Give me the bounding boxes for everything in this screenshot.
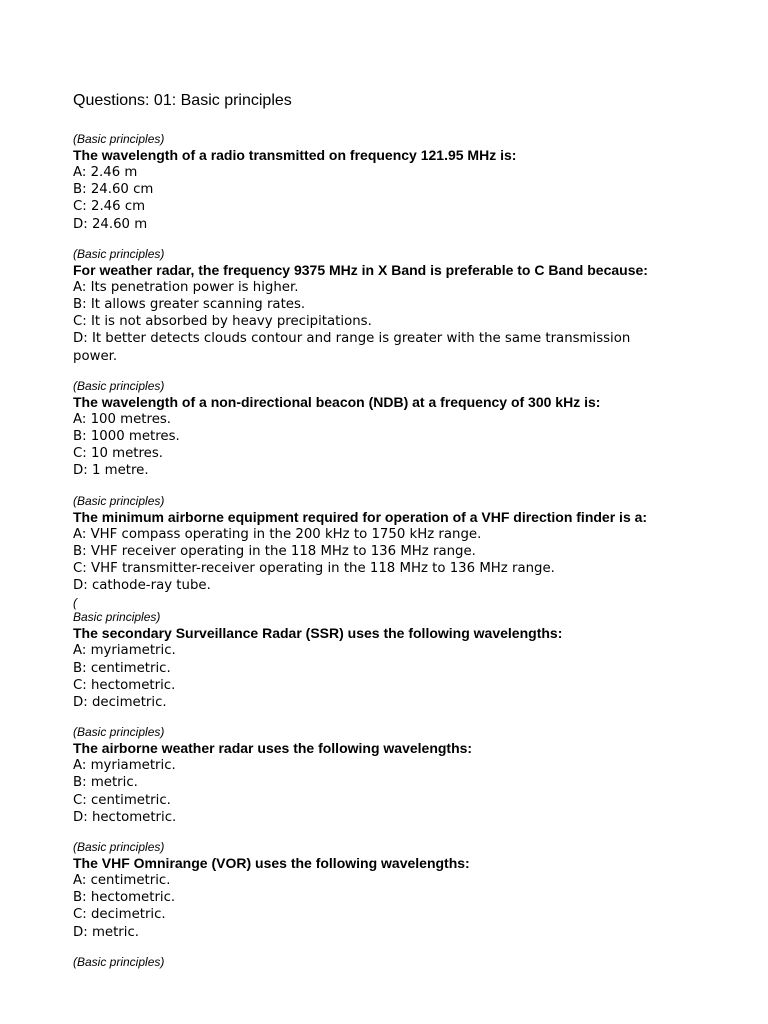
answer-option-c: C: VHF transmitter-receiver operating in the 118 MHz to 136 MHz range. (73, 561, 555, 577)
answer-option-a: A: myriametric. (73, 643, 176, 659)
answer-option-c: C: It is not absorbed by heavy precipitations. (73, 314, 372, 330)
answer-option-a: A: VHF compass operating in the 200 kHz to 1750 kHz range. (73, 526, 482, 542)
question-category: Basic principles) (73, 610, 161, 625)
document-page (73, 91, 743, 984)
answer-option-c: C: centimetric. (73, 792, 171, 808)
question-category-open-paren: ( (73, 596, 77, 611)
question-text: The wavelength of a non-directional beacon (NDB) at a frequency of 300 kHz is: (73, 393, 601, 410)
question-text: The minimum airborne equipment required for operation of a VHF direction finder is a: (73, 508, 648, 525)
answer-option-b: B: 1000 metres. (73, 429, 180, 445)
page-title: Questions: 01: Basic principles (73, 92, 292, 109)
question-text: The wavelength of a radio transmitted on frequency 121.95 MHz is: (73, 147, 517, 163)
question-block-4 (73, 494, 743, 595)
question-category: (Basic principles) (73, 954, 165, 969)
question-block-6 (73, 725, 743, 826)
answer-option-a: A: centimetric. (73, 873, 171, 889)
question-block-8 (73, 955, 743, 970)
question-block-2 (73, 247, 743, 365)
question-category: (Basic principles) (73, 246, 165, 261)
question-block-5 (73, 596, 743, 711)
answer-option-d: D: 24.60 m (73, 216, 148, 232)
question-category: (Basic principles) (73, 840, 165, 855)
question-text: For weather radar, the frequency 9375 MHz in X Band is preferable to C Band because: (73, 261, 648, 278)
answer-option-b: B: 24.60 cm (73, 182, 154, 198)
answer-option-b: B: metric. (73, 775, 138, 791)
answer-option-d: D: metric. (73, 924, 139, 940)
answer-option-b: B: VHF receiver operating in the 118 MHz to 136 MHz range. (73, 543, 476, 559)
question-category: (Basic principles) (73, 378, 165, 393)
answer-option-d: D: 1 metre. (73, 463, 149, 479)
answer-option-c: C: hectometric. (73, 677, 176, 693)
question-block-3 (73, 379, 743, 480)
question-text: The VHF Omnirange (VOR) uses the following wavelengths: (73, 855, 470, 872)
answer-option-b: B: It allows greater scanning rates. (73, 297, 306, 313)
answer-option-d: D: cathode-ray tube. (73, 578, 211, 594)
answer-option-d: D: decimetric. (73, 695, 167, 711)
question-category: (Basic principles) (73, 725, 165, 740)
answer-option-c: C: 2.46 cm (73, 199, 146, 215)
question-category: (Basic principles) (73, 132, 165, 146)
question-block-7 (73, 840, 743, 941)
answer-option-c: C: 10 metres. (73, 446, 163, 462)
question-text: The secondary Surveillance Radar (SSR) uses the following wavelengths: (73, 625, 563, 642)
answer-option-a: A: 2.46 m (73, 165, 138, 180)
question-block-1 (73, 132, 743, 233)
question-category: (Basic principles) (73, 493, 165, 508)
answer-option-b: B: centimetric. (73, 660, 171, 676)
question-text: The airborne weather radar uses the following wavelengths: (73, 740, 473, 757)
answer-option-a: A: myriametric. (73, 758, 176, 774)
answer-option-c: C: decimetric. (73, 907, 166, 923)
answer-option-d: D: hectometric. (73, 809, 177, 825)
answer-option-d: D: It better detects clouds contour and range is greater with the same transmission power. (73, 331, 631, 364)
answer-option-a: A: 100 metres. (73, 411, 172, 427)
answer-option-b: B: hectometric. (73, 890, 176, 906)
answer-option-a: A: Its penetration power is higher. (73, 279, 299, 295)
